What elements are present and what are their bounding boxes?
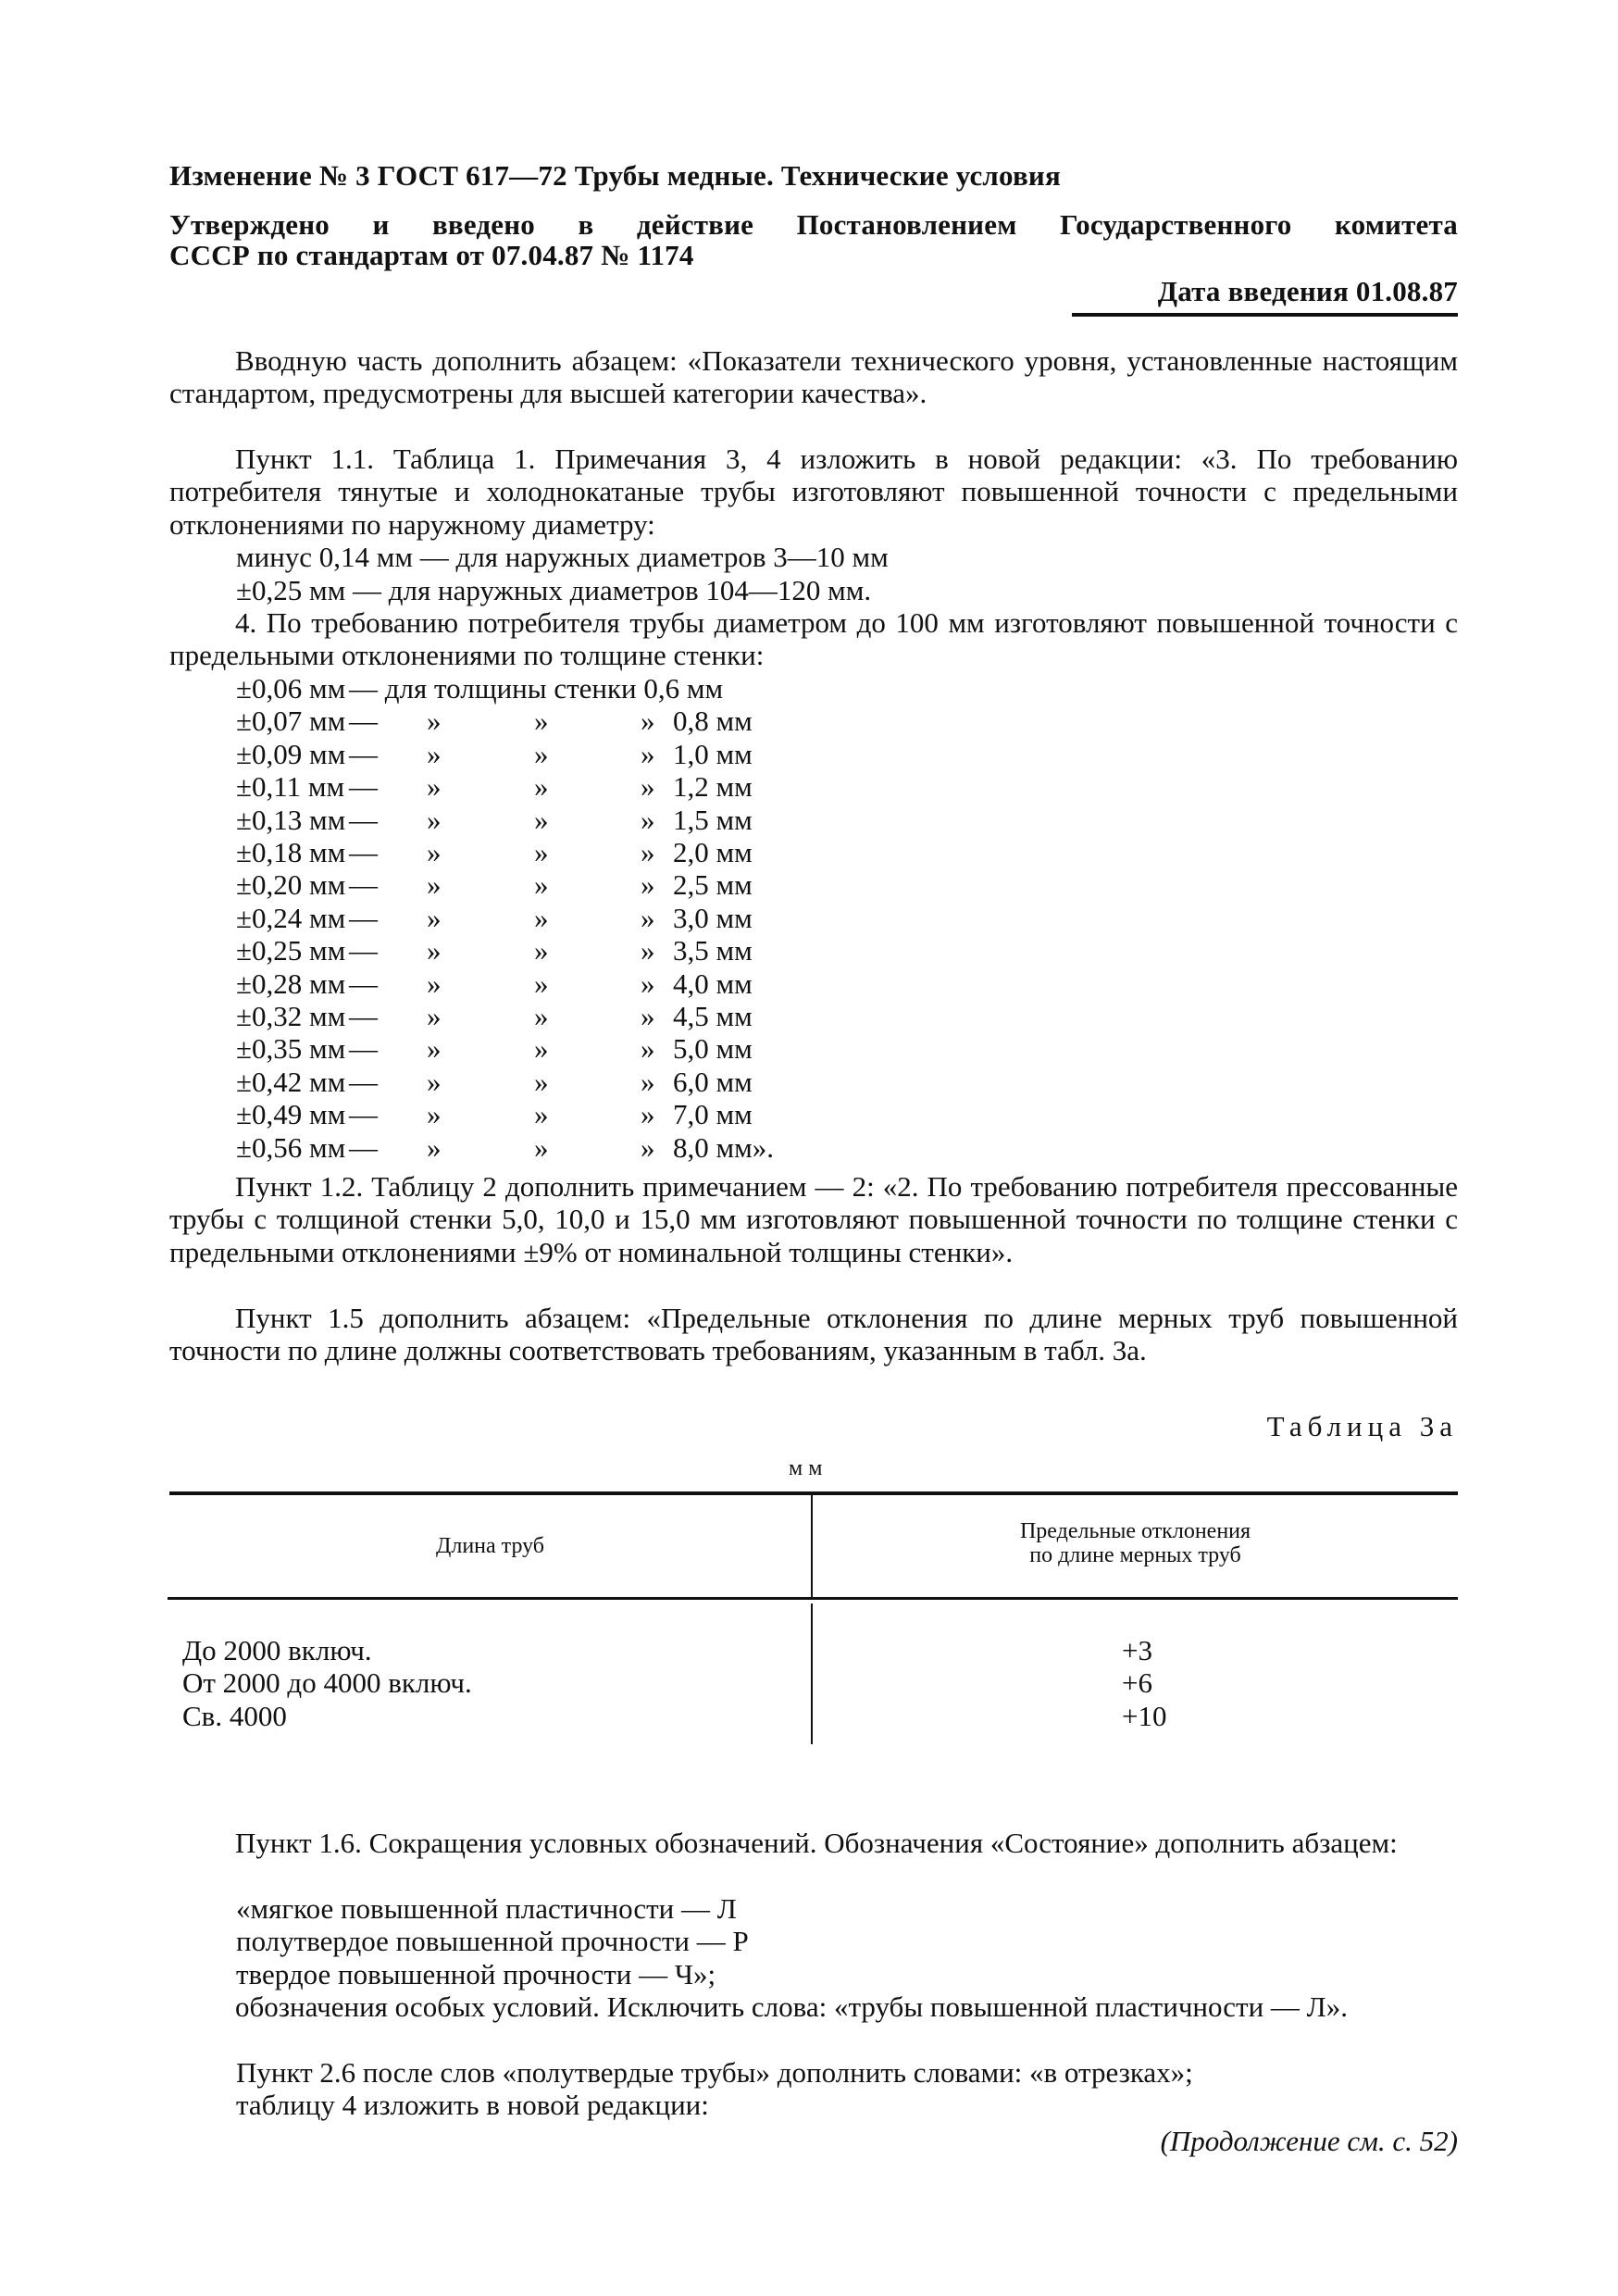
ditto-mark: » bbox=[427, 1032, 442, 1066]
table-cell-deviation: +6 bbox=[1122, 1666, 1152, 1699]
wall-thickness: 4,5 мм bbox=[673, 1000, 753, 1032]
table-cell-length: Св. 4000 bbox=[182, 1700, 287, 1732]
ditto-mark: » bbox=[534, 1098, 549, 1131]
tolerance-value: ±0,25 мм bbox=[236, 934, 346, 967]
ditto-mark: » bbox=[534, 1032, 549, 1066]
table-caption: Таблица 3а bbox=[1266, 1410, 1458, 1442]
tolerance-value: ±0,11 мм bbox=[236, 770, 345, 804]
dash-mark: — bbox=[349, 1000, 378, 1032]
ditto-mark: » bbox=[641, 1098, 655, 1131]
ditto-mark: » bbox=[641, 1032, 655, 1066]
dash-mark: — bbox=[349, 934, 378, 967]
p16-line-d: обозначения особых условий. Исключить слова: «трубы повышенной пластичности — Л». bbox=[235, 1990, 1348, 2023]
ditto-mark: » bbox=[427, 1098, 442, 1131]
ditto-mark: » bbox=[427, 868, 442, 902]
ditto-mark: » bbox=[534, 967, 549, 1000]
wall-thickness: 5,0 мм bbox=[673, 1032, 753, 1066]
ditto-mark: » bbox=[641, 934, 655, 967]
tolerance-value: ±0,32 мм bbox=[236, 1000, 346, 1032]
paragraph-1-1: Пункт 1.1. Таблица 1. Примечания 3, 4 изложить в новой редакции: «3. По требованию потребителя тянутые и холоднокатаные трубы изготовляют повышенной точности с предельными отклонениями по наружному диаметру: bbox=[169, 443, 1458, 541]
ditto-mark: » bbox=[534, 836, 549, 868]
tolerance-value: ±0,06 мм bbox=[236, 672, 346, 705]
effective-date: Дата введения 01.08.87 bbox=[1157, 275, 1458, 307]
tolerance-value: ±0,56 мм bbox=[236, 1130, 346, 1164]
p16-line-c: твердое повышенной прочности — Ч»; bbox=[236, 1958, 716, 1990]
ditto-mark: » bbox=[427, 705, 442, 738]
tolerance-value: ±0,13 мм bbox=[236, 803, 346, 836]
ditto-mark: » bbox=[534, 868, 549, 902]
ditto-mark: » bbox=[534, 737, 549, 770]
ditto-mark: » bbox=[427, 737, 442, 770]
tolerance-value: ±0,20 мм bbox=[236, 868, 346, 902]
table-column-divider-body bbox=[811, 1603, 813, 1744]
ditto-mark: » bbox=[534, 705, 549, 738]
wall-thickness: 1,0 мм bbox=[673, 737, 753, 770]
table-cell-length: До 2000 включ. bbox=[182, 1634, 372, 1666]
dash-mark: — bbox=[349, 836, 378, 868]
ditto-mark: » bbox=[427, 1000, 442, 1032]
dash-mark: — bbox=[349, 967, 378, 1000]
wall-thickness: 4,0 мм bbox=[673, 967, 753, 1000]
tolerance-value: ±0,24 мм bbox=[236, 901, 346, 934]
approval-line-1: Утверждено и введено в действие Постановлением Государственного комитета bbox=[169, 208, 1458, 241]
ditto-mark: » bbox=[641, 803, 655, 836]
ditto-mark: » bbox=[641, 1000, 655, 1032]
wall-thickness: 3,5 мм bbox=[673, 934, 753, 967]
dash-mark: — bbox=[349, 1065, 378, 1098]
tolerance-value: ±0,07 мм bbox=[236, 705, 346, 738]
tolerance-value: ±0,18 мм bbox=[236, 836, 346, 868]
table-unit: мм bbox=[789, 1456, 828, 1480]
table-header-rule bbox=[168, 1597, 1458, 1600]
p16-line-a: «мягкое повышенной пластичности — Л bbox=[236, 1892, 737, 1925]
dash-mark: — bbox=[349, 705, 378, 738]
dash-mark: — bbox=[349, 1098, 378, 1131]
ditto-mark: » bbox=[641, 901, 655, 934]
tolerance-value: ±0,35 мм bbox=[236, 1032, 346, 1066]
ditto-mark: » bbox=[427, 770, 442, 804]
effective-date-underline bbox=[1072, 313, 1458, 317]
ditto-mark: » bbox=[534, 803, 549, 836]
wall-thickness: 7,0 мм bbox=[673, 1098, 753, 1131]
tolerance-value: ±0,28 мм bbox=[236, 967, 346, 1000]
approval-line-2: СССР по стандартам от 07.04.87 № 1174 bbox=[169, 239, 694, 271]
wall-thickness: 2,5 мм bbox=[673, 868, 753, 902]
table-cell-length: От 2000 до 4000 включ. bbox=[182, 1666, 472, 1699]
ditto-mark: » bbox=[534, 770, 549, 804]
ditto-mark: » bbox=[534, 1130, 549, 1164]
document-title: Изменение № 3 ГОСТ 617—72 Трубы медные. Технические условия bbox=[169, 159, 1061, 192]
paragraph-note-4: 4. По требованию потребителя трубы диаметром до 100 мм изготовляют повышенной точности с предельными отклонениями по толщине стенки: bbox=[169, 606, 1458, 672]
ditto-mark: » bbox=[427, 934, 442, 967]
ditto-mark: » bbox=[641, 967, 655, 1000]
ditto-mark: » bbox=[641, 705, 655, 738]
col-header-deviation-1: Предельные отклонения bbox=[1019, 1519, 1251, 1543]
col-header-length: Длина труб bbox=[435, 1534, 545, 1558]
p16-line-b: полутвердое повышенной прочности — Р bbox=[236, 1925, 749, 1957]
ditto-mark: » bbox=[641, 836, 655, 868]
dash-mark: — bbox=[349, 737, 378, 770]
ditto-mark: » bbox=[641, 1065, 655, 1098]
ditto-mark: » bbox=[427, 836, 442, 868]
ditto-mark: » bbox=[641, 737, 655, 770]
wall-thickness: 1,2 мм bbox=[673, 770, 753, 804]
p11-line-a: минус 0,14 мм — для наружных диаметров 3—10 мм bbox=[236, 541, 889, 573]
p11-line-b: ±0,25 мм — для наружных диаметров 104—120 мм. bbox=[236, 574, 872, 606]
wall-thickness: 2,0 мм bbox=[673, 836, 753, 868]
p26-line-b: таблицу 4 изложить в новой редакции: bbox=[236, 2089, 709, 2121]
dash-mark: — bbox=[349, 868, 378, 902]
dash-mark: — bbox=[349, 803, 378, 836]
dash-mark: — bbox=[349, 770, 378, 804]
continuation-note: (Продолжение см. с. 52) bbox=[1160, 2125, 1458, 2157]
ditto-mark: » bbox=[641, 770, 655, 804]
wall-thickness: 6,0 мм bbox=[673, 1065, 753, 1098]
ditto-mark: » bbox=[534, 934, 549, 967]
ditto-mark: » bbox=[427, 1065, 442, 1098]
tolerance-value: ±0,49 мм bbox=[236, 1098, 346, 1131]
wall-thickness: 8,0 мм». bbox=[673, 1130, 774, 1164]
dash-mark: — bbox=[349, 1032, 378, 1066]
table-cell-deviation: +3 bbox=[1122, 1634, 1152, 1666]
ditto-mark: » bbox=[534, 1000, 549, 1032]
wall-thickness: 3,0 мм bbox=[673, 901, 753, 934]
ditto-mark: » bbox=[641, 1130, 655, 1164]
table-top-rule bbox=[169, 1491, 1458, 1495]
ditto-mark: » bbox=[427, 1130, 442, 1164]
ditto-mark: » bbox=[427, 967, 442, 1000]
ditto-mark: » bbox=[534, 1065, 549, 1098]
ditto-mark: » bbox=[427, 803, 442, 836]
paragraph-1-5: Пункт 1.5 дополнить абзацем: «Предельные отклонения по длине мерных труб повышенной точности по длине должны соответствовать требованиям, указанным в табл. 3а. bbox=[169, 1302, 1458, 1367]
col-header-deviation-2: по длине мерных труб bbox=[1029, 1543, 1241, 1567]
ditto-mark: » bbox=[641, 868, 655, 902]
paragraph-2-6: Пункт 2.6 после слов «полутвердые трубы» дополнить словами: «в отрезках»; bbox=[236, 2056, 1193, 2089]
dash-mark: — bbox=[349, 901, 378, 934]
paragraph-1-6: Пункт 1.6. Сокращения условных обозначений. Обозначения «Состояние» дополнить абзацем: bbox=[235, 1827, 1398, 1859]
tolerance-value: ±0,09 мм bbox=[236, 737, 346, 770]
table-cell-deviation: +10 bbox=[1122, 1700, 1167, 1732]
tolerance-value: ±0,42 мм bbox=[236, 1065, 346, 1098]
intro-paragraph: Вводную часть дополнить абзацем: «Показатели технического уровня, установленные настоящим стандартом, предусмотрены для высшей категории качества». bbox=[169, 344, 1458, 410]
paragraph-1-2: Пункт 1.2. Таблицу 2 дополнить примечанием — 2: «2. По требованию потребителя прессованные трубы с толщиной стенки 5,0, 10,0 и 15,0 мм изготовляют повышенной точности по толщине стенки с предельными отклонениями ±9% от номинальной толщины стенки». bbox=[169, 1170, 1458, 1268]
dash-mark: — bbox=[349, 1130, 378, 1164]
tolerance-text: — для толщины стенки 0,6 мм bbox=[349, 672, 724, 705]
wall-thickness: 0,8 мм bbox=[673, 705, 753, 738]
ditto-mark: » bbox=[534, 901, 549, 934]
wall-thickness: 1,5 мм bbox=[673, 803, 753, 836]
ditto-mark: » bbox=[427, 901, 442, 934]
